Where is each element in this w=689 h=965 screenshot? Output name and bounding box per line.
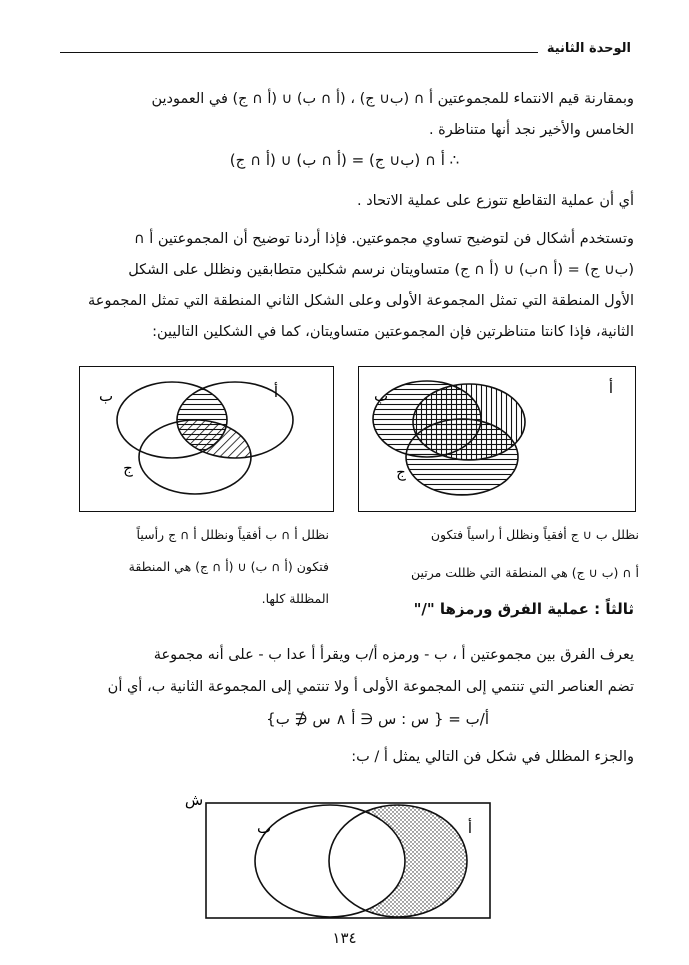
label-b: ب — [373, 387, 389, 405]
venn-figure-right — [358, 366, 636, 512]
caption-left-line-1: نظلل أ ∩ ب أفقياً ونظلل أ ∩ ج رأسياً — [136, 527, 329, 542]
paragraph-3-line-4: الثانية، فإذا كانتا متناظرتين فإن المجموعتين متساويتان، كما في الشكلين التاليين: — [152, 324, 634, 340]
difference-formula: أ/ب = { س : س ∈ أ ∧ س ∉ ب} — [266, 710, 489, 728]
label-a: أ — [467, 819, 473, 837]
paragraph-2: أي أن عملية التقاطع تتوزع على عملية الاتحاد . — [356, 193, 634, 209]
caption-right-line-1: نظلل ب ∪ ج أفقياً ونظلل أ راسياً فتكون — [430, 527, 639, 542]
label-universe: ش — [184, 791, 204, 809]
caption-left-line-2: فتكون (أ ∩ ب) ∪ (أ ∩ ج) هي المنطقة — [128, 559, 329, 574]
shading-a-minus-b — [180, 783, 500, 923]
label-a: أ — [273, 383, 279, 401]
unit-title: الوحدة الثانية — [546, 41, 631, 56]
section-3-heading: ثالثاً : عملية الفرق ورمزها "/" — [413, 600, 634, 618]
paragraph-3-line-2: (ب∪ ج) = (أ ∩ب) ∪ (أ ∩ ج) متساويتان نرسم شكلين متطابقين ونظلل على الشكل — [128, 262, 634, 278]
page-number: ١٣٤ — [332, 929, 357, 947]
paragraph-1-line-2: الخامس والأخير نجد أنها متناظرة . — [428, 122, 634, 138]
venn-figure-difference — [180, 783, 500, 923]
venn-figure-left — [79, 366, 334, 512]
section-3-line-2: تضم العناصر التي تنتمي إلى المجموعة الأولى أ ولا تنتمي إلى المجموعة الثانية ب، أي أن — [107, 679, 634, 695]
paragraph-3-line-1: وتستخدم أشكال فن لتوضيح تساوي مجموعتين. فإذا أردنا توضيح أن المجموعتين أ ∩ — [133, 231, 634, 247]
label-b: ب — [256, 819, 272, 837]
venn-diagram-right — [359, 367, 635, 511]
section-3-line-1: يعرف الفرق بين مجموعتين أ ، ب - ورمزه أ/ب ويقرأ أ عدا ب - على أنه مجموعة — [153, 647, 634, 663]
label-b: ب — [98, 387, 114, 405]
caption-left-line-3: المظللة كلها. — [261, 591, 329, 606]
venn-diagram-difference — [180, 783, 500, 923]
paragraph-1-line-1: وبمقارنة قيم الانتماء للمجموعتين أ ∩ (ب∪ ج) ، (أ ∩ ب) ∪ (أ ∩ ج) في العمودين — [151, 91, 634, 107]
label-c: ج — [396, 463, 406, 481]
distributive-equation: ∴ أ ∩ (ب∪ ج) = (أ ∩ ب) ∪ (أ ∩ ج) — [229, 151, 460, 169]
venn-diagram-left — [80, 367, 333, 511]
header-rule — [60, 52, 538, 53]
section-3-line-3: والجزء المظلل في شكل فن التالي يمثل أ / ب: — [351, 749, 634, 765]
label-a: أ — [608, 379, 614, 397]
paragraph-3-line-3: الأول المنطقة التي تمثل المجموعة الأولى وعلى الشكل الثاني المنطقة التي تمثل المجموعة — [88, 293, 634, 309]
caption-right-line-2: أ ∩ (ب ∪ ج) هي المنطقة التي ظللت مرتين — [410, 565, 639, 580]
label-c: ج — [123, 459, 133, 477]
